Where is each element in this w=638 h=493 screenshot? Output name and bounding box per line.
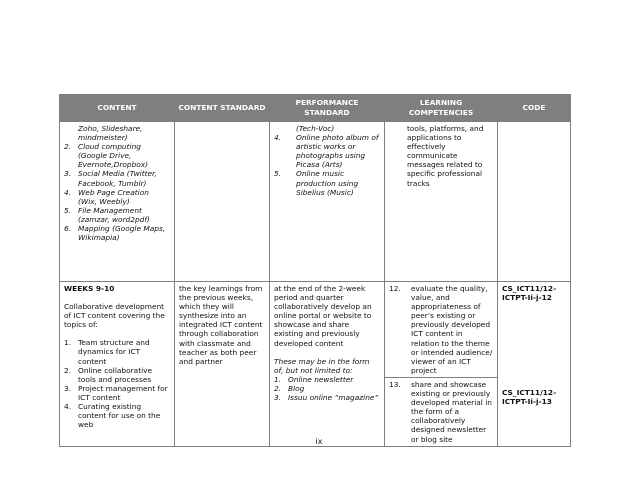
code-cell xyxy=(498,282,571,447)
header-performance-standard: PERFORMANCE STANDARD xyxy=(270,95,385,122)
table-row xyxy=(60,122,571,282)
content-standard-cell xyxy=(175,122,270,282)
list-item: 6. Mapping (Google Maps, Wikimapia) xyxy=(64,224,166,243)
content-standard-text: the key learnings from the previous weeks, which they will synthesize into an integrated ICT content through collaboration with classmate and teacher as both peer and partner xyxy=(179,284,263,366)
list-item: 4. Online photo album of artistic works or photographs using Picasa (Arts) xyxy=(274,133,379,170)
competency-list xyxy=(389,284,493,444)
header-content: CONTENT xyxy=(60,95,175,122)
performance-note: These may be in the form of, but not limited to: xyxy=(274,356,370,375)
list-item: 5. File Management (zamzar, word2pdf) xyxy=(64,205,150,224)
table-header-row xyxy=(60,95,571,122)
header-code: CODE xyxy=(498,95,571,122)
list-item: 13. share and showcase existing or previously developed material in the form of a collaboratively designed newsletter or blog site xyxy=(385,377,497,444)
list-item: 4. Curating existing content for use on the web xyxy=(64,402,161,430)
competency-cell xyxy=(385,122,498,282)
list-item: 5. Online music production using Sibelius (Music) xyxy=(274,169,359,197)
list-item: 3. Project management for ICT content xyxy=(64,383,168,402)
list-item: (Tech-Voc) xyxy=(296,124,335,133)
list-item: 2. Cloud computing (Google Drive, Evernote,Dropbox) xyxy=(64,142,149,170)
list-item: 4. Web Page Creation (Wix, Weebly) xyxy=(64,187,149,206)
list-item: 2. Blog xyxy=(274,383,305,393)
competency-cell xyxy=(385,282,498,447)
code-cell xyxy=(498,122,571,282)
week-label: WEEKS 9-10 xyxy=(64,284,115,293)
list-item: 12. evaluate the quality, value, and appropriateness of peer’s existing or previously developed ICT content in relation to the theme or intended audience/ viewer of an ICT project xyxy=(389,284,493,375)
list-item: 1. Team structure and dynamics for ICT content xyxy=(64,338,150,366)
topic-list xyxy=(64,338,170,429)
header-content-standard: CONTENT STANDARD xyxy=(175,95,270,122)
performance-standard-text: at the end of the 2-week period and quarter collaboratively develop an online portal or website to showcase and share existing and previously developed content xyxy=(274,284,372,348)
performance-standard-cell xyxy=(270,122,385,282)
content-standard-cell xyxy=(175,282,270,447)
competency-code: CS_ICT11/12-ICTPT-Ii-j-13 xyxy=(502,388,557,407)
performance-list xyxy=(274,124,380,197)
performance-standard-cell xyxy=(270,282,385,447)
content-intro: Collaborative development of ICT content covering the topics of: xyxy=(64,302,165,330)
content-cell xyxy=(60,122,175,282)
header-learning-competencies: LEARNING COMPETENCIES xyxy=(385,95,498,122)
performance-forms-list xyxy=(274,375,380,402)
competency-text: tools, platforms, and applications to effectively communicate messages related to specific professional tracks xyxy=(407,124,484,188)
list-item: Zoho, Slideshare, mindmeister) xyxy=(78,124,143,143)
list-item: 3. Issuu online “magazine” xyxy=(274,393,379,403)
list-item: 3. Social Media (Twitter, Facebook, Tumblr) xyxy=(64,169,157,188)
competency-code: CS_ICT11/12-ICTPT-Ii-j-12 xyxy=(502,284,557,303)
content-list xyxy=(64,124,170,242)
content-cell xyxy=(60,282,175,447)
list-item: 2. Online collaborative tools and processes xyxy=(64,365,153,384)
table-row xyxy=(60,282,571,447)
curriculum-table xyxy=(59,94,571,447)
page-number: ix xyxy=(315,437,323,446)
list-item: 1. Online newsletter xyxy=(274,374,354,384)
